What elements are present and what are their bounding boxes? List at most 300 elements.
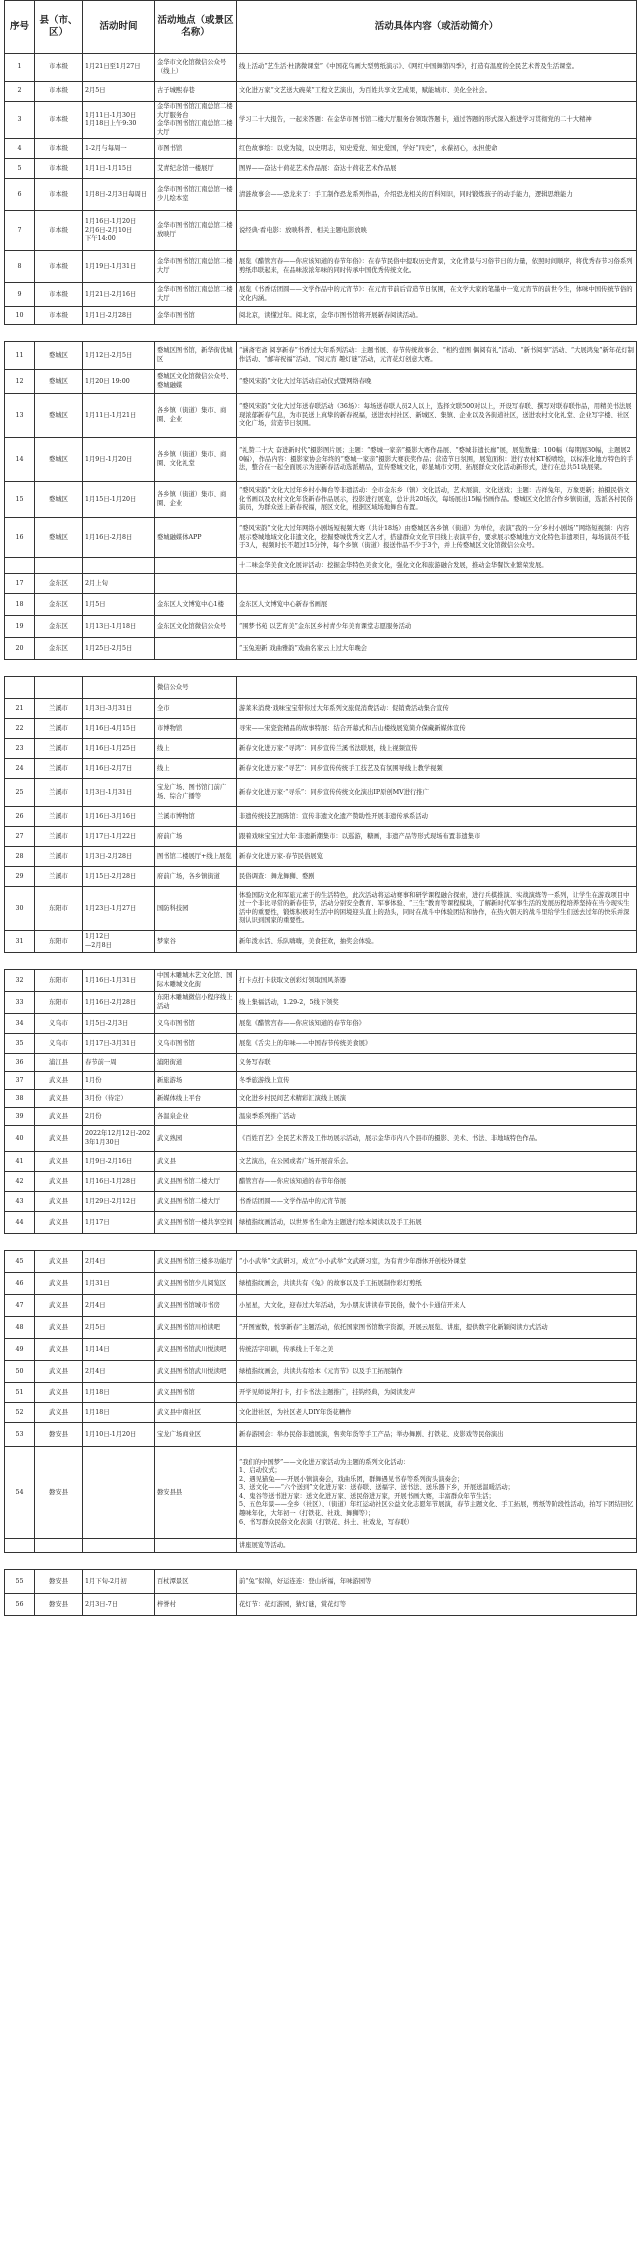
cell-time: 2月4日 [83, 1361, 155, 1383]
table-header-row [5, 1, 637, 54]
cell-content: 学习二十大报告，一起来答题：在金华市图书馆二楼大厅服务台领取答题卡，通过答题的形式深入推进学习贯彻党的二十大精神 [237, 102, 637, 139]
cell-time: 1月10日-1月20日 [83, 1423, 155, 1447]
cell-content: 新春文化进万家-春节民俗展览 [237, 847, 637, 867]
cell-content: 醋管宫春——你应该知道的春节年俗展 [237, 1172, 637, 1192]
cell-place: 东阳木雕城微信小程序线上活动 [155, 992, 237, 1014]
cell-county: 武义县 [35, 1172, 83, 1192]
table-row [5, 867, 637, 887]
cell-content: 非遗传统技艺展陈馆：宣传非遗文化遗产赞助性开展非遗传承系活动 [237, 807, 637, 827]
cell-county: 市本级 [35, 54, 83, 82]
cell-time [83, 677, 155, 699]
table-row [5, 159, 637, 179]
cell-no: 5 [5, 159, 35, 179]
cell-content: 体验国防文化和军旅元素于的生活特色，此次活动将运动赛事和研学课程融合探索，进行兵棋推演、实战演练等一系列，让学生在游戏项目中过一个非比寻常的新春佳节，活动分别安全教育、军事体验、“三生”教育等课程模块，了解新时代军事生活的发展历程培养坚持在当今现实生活中的重要性，锻炼积极对生活中的困境迎头直上的劲头，同时在战斗中体验团结和协作，在热火朝天的战斗里给学生们送去过年的快乐并深刻认识到国家的重要性。 [237, 887, 637, 931]
cell-county: 金东区 [35, 638, 83, 660]
cell-county: 武义县 [35, 1126, 83, 1152]
cell-no: 2 [5, 82, 35, 102]
table-row [5, 82, 637, 102]
cell-time: 1月11日-1月30日 1月18日上午9:30 [83, 102, 155, 139]
cell-no: 37 [5, 1072, 35, 1090]
cell-no: 24 [5, 759, 35, 779]
table-row [5, 1172, 637, 1192]
table-row [5, 638, 637, 660]
cell-content: 红色故事绘：以党为镜，以史明志，知史爱党、知史爱国，学好“四史”，永葆初心，永担使命 [237, 139, 637, 159]
cell-no: 53 [5, 1423, 35, 1447]
cell-no: 32 [5, 970, 35, 992]
table-row [5, 847, 637, 867]
cell-content [237, 677, 637, 699]
cell-place: 各乡镇（街道）集市、商圈、文化礼堂 [155, 438, 237, 482]
cell-place: 金华市图书馆江南总馆二楼大厅 [155, 283, 237, 307]
cell-content: 花灯节：花灯游园，猜灯谜，赏花灯等 [237, 1594, 637, 1616]
table-row [5, 759, 637, 779]
cell-time: 1月1日-2月28日 [83, 307, 155, 325]
cell-time: 1月16日-4月15日 [83, 719, 155, 739]
cell-time: 1月5日 [83, 594, 155, 616]
cell-no: 23 [5, 739, 35, 759]
cell-no: 22 [5, 719, 35, 739]
cell-time: 1月16日-3月16日 [83, 807, 155, 827]
table-row [5, 394, 637, 438]
cell-content: 绿植指纹画会，共读共有《兔》的故事以及手工拓展制作彩灯剪纸 [237, 1273, 637, 1295]
cell-content: 寻宋——宋瓷瓷精品的故事特展：结合开幕式和吉山楼线展览简介保藏新媒体宣传 [237, 719, 637, 739]
cell-time: 2月4日 [83, 1251, 155, 1273]
cell-place: 武义县图书馆武川悦读吧 [155, 1339, 237, 1361]
cell-time: 2022年12月12日-2023年1月30日 [83, 1126, 155, 1152]
cell-county: 婺城区 [35, 370, 83, 394]
cell-time: 1月16日-1月25日 [83, 739, 155, 759]
cell-content: 温泉季系列推广活动 [237, 1108, 637, 1126]
header-content: 活动具体内容（或活动简介） [237, 1, 637, 54]
cell-content: 文艺演出，在公园或者广场开展音乐会。 [237, 1152, 637, 1172]
cell-time: 1月18日 [83, 1403, 155, 1423]
cell-place: 梦家谷 [155, 931, 237, 953]
cell-content: 游莱米消费·戏味宝宝带你过大年系列文旅促消费活动：促销费活动集合宣传 [237, 699, 637, 719]
cell-no: 41 [5, 1152, 35, 1172]
table-row [5, 1072, 637, 1090]
cell-place: 古子城熙春巷 [155, 82, 237, 102]
cell-time: 1月15日-2月28日 [83, 867, 155, 887]
cell-no: 18 [5, 594, 35, 616]
cell-place: 武义县图书馆武川悦读吧 [155, 1361, 237, 1383]
cell-county: 武义县 [35, 1295, 83, 1317]
cell-time: 2月5日 [83, 1317, 155, 1339]
table-row [5, 1339, 637, 1361]
cell-time: 1月13日-1月18日 [83, 616, 155, 638]
table-row [5, 616, 637, 638]
cell-county: 兰溪市 [35, 739, 83, 759]
cell-time: 1月3日-3月31日 [83, 699, 155, 719]
cell-county: 市本级 [35, 139, 83, 159]
cell-county: 磐安县 [35, 1594, 83, 1616]
cell-county: 武义县 [35, 1152, 83, 1172]
cell-no: 12 [5, 370, 35, 394]
cell-no: 26 [5, 807, 35, 827]
cell-time: 1月16日-1月31日 [83, 970, 155, 992]
cell-county: 磐安县 [35, 1447, 83, 1539]
cell-county: 磐安县 [35, 1570, 83, 1594]
cell-time: 1月21日至1月27日 [83, 54, 155, 82]
cell-time: 1月16日-2月7日 [83, 759, 155, 779]
cell-time: 2月4日 [83, 1295, 155, 1317]
cell-no: 44 [5, 1212, 35, 1234]
cell-place [155, 574, 237, 594]
cell-no: 51 [5, 1383, 35, 1403]
cell-content: “小小武举”文武研习，成立“小小武举”文武研习室，为有青少年群体开创校外课堂 [237, 1251, 637, 1273]
cell-content: 文化进万家“文艺送大碗菜”工程文艺演出，为百姓共享文艺成果，赋能城市、美化全社会。 [237, 82, 637, 102]
cell-county: 市本级 [35, 283, 83, 307]
cell-place: 武义县图书馆少儿阅览区 [155, 1273, 237, 1295]
cell-place: 线上 [155, 759, 237, 779]
cell-county: 武义县 [35, 1251, 83, 1273]
cell-county: 武义县 [35, 1108, 83, 1126]
cell-county: 兰溪市 [35, 779, 83, 807]
cell-county: 东阳市 [35, 931, 83, 953]
cell-time: 1月23日-1月27日 [83, 887, 155, 931]
cell-no: 45 [5, 1251, 35, 1273]
cell-time: 1月9日-1月20日 [83, 438, 155, 482]
cell-content: 冬季旅游线上宣传 [237, 1072, 637, 1090]
cell-time: 1月18日 [83, 1383, 155, 1403]
cell-no: 38 [5, 1090, 35, 1108]
cell-county: 东阳市 [35, 970, 83, 992]
table-row [5, 779, 637, 807]
table-row [5, 307, 637, 325]
table-row [5, 807, 637, 827]
cell-content: 说经典·看电影：放映科普、相关主题电影放映 [237, 211, 637, 251]
table-row [5, 558, 637, 574]
cell-place: 金华市图书馆江南总馆二楼大厅服务台 金华市图书馆江南总馆二楼大厅 [155, 102, 237, 139]
cell-county: 东阳市 [35, 887, 83, 931]
table-row [5, 1034, 637, 1054]
cell-time: 春节前一周 [83, 1054, 155, 1072]
cell-content: “婺风宋韵”文化大过年送春联活动（36场）：每场送春联人员2人以上，选择文联500对以上，开设写春联、撰写对联春联作品，用精美书法展现浓郁新春气息，为市民送上真挚的新春祝福，送进农村社区、新城区、集镇、企业以及各街道社区，送进农村文化礼堂、企业写字楼、社区文化广场，营造节日氛围。 [237, 394, 637, 438]
cell-county: 武义县 [35, 1212, 83, 1234]
cell-no: 36 [5, 1054, 35, 1072]
table-row [5, 1317, 637, 1339]
header-time: 活动时间 [83, 1, 155, 54]
page-break-gap [5, 1234, 637, 1251]
cell-county: 武义县 [35, 1317, 83, 1339]
cell-no: 49 [5, 1339, 35, 1361]
table-row [5, 518, 637, 558]
cell-time: 1月17日-3月31日 [83, 1034, 155, 1054]
cell-time [83, 558, 155, 574]
cell-place: 磐安县县 [155, 1447, 237, 1539]
cell-county: 市本级 [35, 307, 83, 325]
cell-county: 金东区 [35, 616, 83, 638]
cell-time: 1月12日-2月5日 [83, 342, 155, 370]
cell-time: 1月份 [83, 1072, 155, 1090]
cell-content: “围梦书苑 以艺育美”金东区乡村青少年美育课堂志愿服务活动 [237, 616, 637, 638]
table-row [5, 179, 637, 211]
cell-no: 34 [5, 1014, 35, 1034]
cell-time: 1月21日-2月16日 [83, 283, 155, 307]
cell-time: 1月17日-1月22日 [83, 827, 155, 847]
cell-time: 1月15日-1月20日 [83, 482, 155, 518]
cell-no: 55 [5, 1570, 35, 1594]
cell-county: 金东区 [35, 594, 83, 616]
cell-content: 展览《书香话团圆——文学作品中的元宵节》：在元宵节前后营造节日氛围，在文学大家的笔墨中一览元宵节的前世今生，体味中国传统节俗的文化内涵。 [237, 283, 637, 307]
cell-time: 2月上旬 [83, 574, 155, 594]
cell-place: 国防科技园 [155, 887, 237, 931]
cell-content: “我们的中国梦”——文化进万家活动为主题的系列文化活动： 1、启动仪式； 2、遇见猫兔——开展小镇演奏会，戏曲乐团，群舞遇见书春等系列街头演奏会； 3、送文化——“六个送到”文化进万家：送春联、送福字、送书法、送乐器下乡，开展送温暖活动； 4、鬼谷等送书进万家：送文化进万家、送民俗进万家，开展书画大赛，丰富群众年节生活； 5、五色年景——全乡（社区）、（街道）年红运动社区公益文化志愿年节展演，春节主题文化、手工拓展，剪纸等阶段性活动，拍写下团结回忆趣味年化，大年初一（打铁花、社戏、舞狮等）； 6、书写群众民俗文化表演（打铁花、抖土、社戏龙，写春联） [237, 1447, 637, 1539]
table-row [5, 1014, 637, 1034]
table-row [5, 438, 637, 482]
table-row [5, 992, 637, 1014]
cell-no: 4 [5, 139, 35, 159]
table-row [5, 102, 637, 139]
cell-place: 浦阳街道 [155, 1054, 237, 1072]
cell-content: 绿植指纹画活动，以世界书生命为主题进行绘本阅读以及手工拓展 [237, 1212, 637, 1234]
cell-time: 1月12日 —2月8日 [83, 931, 155, 953]
table-row [5, 370, 637, 394]
cell-county: 金东区 [35, 574, 83, 594]
cell-content: 清涟故事会——恐龙来了：手工制作恐龙系列作品，介绍恐龙相关的百科知识，同时锻炼孩子的动手能力，逻辑思维能力 [237, 179, 637, 211]
cell-place: 金华市图书馆江南总馆一楼少儿绘本室 [155, 179, 237, 211]
cell-county: 市本级 [35, 179, 83, 211]
table-row [5, 1539, 637, 1553]
cell-content: 图界——奋达十荷花艺术作品展：奋达十荷花艺术作品展 [237, 159, 637, 179]
cell-no: 25 [5, 779, 35, 807]
cell-no: 27 [5, 827, 35, 847]
cell-no: 39 [5, 1108, 35, 1126]
cell-content: “婺风宋韵”文化大过年活动启动仪式暨网络春晚 [237, 370, 637, 394]
cell-content: 小星星，大文化，迎春过大年活动，为小朋友讲读春节民俗，做个小卡通信开来人 [237, 1295, 637, 1317]
cell-no: 28 [5, 847, 35, 867]
cell-place: 金东区文化馆微信公众号 [155, 616, 237, 638]
cell-place: 新旅游场 [155, 1072, 237, 1090]
activity-table [4, 0, 637, 1616]
cell-time: 1月31日 [83, 1273, 155, 1295]
cell-content: 绿植指纹画会，共读共有绘本《元宵节》以及手工拓展制作 [237, 1361, 637, 1383]
cell-time: 1月17日 [83, 1212, 155, 1234]
cell-county: 义乌市 [35, 1014, 83, 1034]
cell-county: 武义县 [35, 1273, 83, 1295]
cell-no: 14 [5, 438, 35, 482]
cell-content: 金东区人文博览中心新春书画展 [237, 594, 637, 616]
cell-time: 1月5日-2月3日 [83, 1014, 155, 1034]
cell-time: 1月8日-2月3日每周日 [83, 179, 155, 211]
cell-time: 1月16日-2月8日 [83, 518, 155, 558]
table-row [5, 1126, 637, 1152]
page-break-gap [5, 660, 637, 677]
cell-content: 文化进乡村民间艺术精彩汇演线上展演 [237, 1090, 637, 1108]
table-row [5, 1054, 637, 1072]
cell-place: 艾青纪念馆一楼展厅 [155, 159, 237, 179]
table-row [5, 1403, 637, 1423]
cell-content: 《百姓百艺》全民艺术普及工作坊展示活动，展示金华市内八个县市的摄影、美术、书法、非地域特色作品。 [237, 1126, 637, 1152]
cell-place: 婺城融媒体APP [155, 518, 237, 558]
cell-no: 29 [5, 867, 35, 887]
cell-time: 1月9日-2月16日 [83, 1152, 155, 1172]
cell-place: 市博物馆 [155, 719, 237, 739]
cell-no: 33 [5, 992, 35, 1014]
cell-place: 线上 [155, 739, 237, 759]
cell-place: 武义县图书馆二楼大厅 [155, 1192, 237, 1212]
cell-no: 7 [5, 211, 35, 251]
cell-county: 婺城区 [35, 438, 83, 482]
cell-no: 42 [5, 1172, 35, 1192]
cell-content: 十二味金华美食文化展评活动：挖掘金华特色美食文化，强化文化和旅游融合发展，推动金华餐饮业繁荣发展。 [237, 558, 637, 574]
cell-place [155, 1539, 237, 1553]
table-row [5, 827, 637, 847]
cell-content: 新春文化进万家·“寻鸿”：同步宣传兰溪书法联展，线上视频宣传 [237, 739, 637, 759]
cell-no: 6 [5, 179, 35, 211]
cell-time: 1月3日-1月31日 [83, 779, 155, 807]
cell-no: 3 [5, 102, 35, 139]
cell-no: 8 [5, 251, 35, 283]
table-row [5, 139, 637, 159]
cell-place: 新媒体线上平台 [155, 1090, 237, 1108]
table-row [5, 1192, 637, 1212]
table-row [5, 211, 637, 251]
table-row [5, 931, 637, 953]
cell-content: 打卡点打卡获取文创彩灯领取国风茶器 [237, 970, 637, 992]
cell-county: 婺城区 [35, 482, 83, 518]
cell-no: 19 [5, 616, 35, 638]
cell-county: 武义县 [35, 1383, 83, 1403]
cell-county: 义乌市 [35, 1034, 83, 1054]
cell-content: “开图蜜数，悦享新春”主题活动，依托国家图书馆数字资源，开展云展览、讲座，提供数字化新颖阅读方式活动 [237, 1317, 637, 1339]
cell-place [155, 638, 237, 660]
cell-content [237, 574, 637, 594]
cell-no: 15 [5, 482, 35, 518]
cell-county: 兰溪市 [35, 867, 83, 887]
cell-content: 文化进社区，为社区老人DIY年货花糟作 [237, 1403, 637, 1423]
cell-county: 市本级 [35, 211, 83, 251]
cell-no: 13 [5, 394, 35, 438]
cell-place: 各乡镇（街道）集市、商圈、企业 [155, 482, 237, 518]
cell-content: “婺风宋韵”文化大过年乡村小舞台等非遗活动：全市金东乡（镇）文化活动，艺术展演、文化送戏；主题：吉祥兔年，万象更新；拍摄民俗文化书画以及农村文化年货新春作品展示，投影进行展览，总计共20场次，每场展出15幅书画作品。婺城区文化馆合作乡镇街道，选派各村民俗演员，为群众送上新春祝福，展区文化，根据区域场地舞台布置。 [237, 482, 637, 518]
cell-county: 磐安县 [35, 1423, 83, 1447]
cell-content: 展览《醋管宫春——你应该知道的春节年俗》：在春节民俗中提取历史背景，文化背景与习俗节日的力量，依照时间顺序，将优秀春节习俗系列剪纸串联起来，在品味浓浓年味的同时传承中国优秀传统文化。 [237, 251, 637, 283]
table-row [5, 594, 637, 616]
cell-place: 武义县图书馆三楼多功能厅 [155, 1251, 237, 1273]
cell-content: “婺风宋韵”文化大过年网络小剧场短视频大赛（共计18场）由婺城区各乡镇（街道）为单位，表演“我的一分‘乡村小剧场’”网络短视频：内容展示婺城地域文化非遗文化，挖掘婺城优秀文艺人才，搭建群众文化节目线上表演平台，要求展示婺城地方文化特色非遗项目，每场演员不低于3人，视频时长不超过15分钟，每个乡镇（街道）报送作品不少于3个，并上传婺城区文化馆微信公众号。 [237, 518, 637, 558]
page-break-gap [5, 325, 637, 342]
cell-time: 1月20日 19:00 [83, 370, 155, 394]
cell-county: 市本级 [35, 159, 83, 179]
cell-place: 武义县图书馆 [155, 1383, 237, 1403]
cell-place: 宝龙广场、图书馆门前广场、综合广播等 [155, 779, 237, 807]
cell-county: 东阳市 [35, 992, 83, 1014]
cell-place: 武义县 [155, 1152, 237, 1172]
table-row [5, 719, 637, 739]
cell-content: “玉兔迎新 戏曲雅韵”戏曲名家云上过大年晚会 [237, 638, 637, 660]
cell-content: 新年泼水活、乐队嗨嗨，美食狂欢，抽奖会体验。 [237, 931, 637, 953]
cell-place: 婺城区图书馆，新华街优城区 [155, 342, 237, 370]
cell-place: 金华市图书馆江南总馆二楼大厅 [155, 251, 237, 283]
cell-time: 1月19日-1月31日 [83, 251, 155, 283]
cell-county: 婺城区 [35, 394, 83, 438]
header-place: 活动地点（或景区名称） [155, 1, 237, 54]
cell-county: 兰溪市 [35, 699, 83, 719]
table-row [5, 1295, 637, 1317]
cell-county [35, 677, 83, 699]
cell-county: 市本级 [35, 251, 83, 283]
cell-no: 10 [5, 307, 35, 325]
cell-no: 9 [5, 283, 35, 307]
table-row [5, 970, 637, 992]
cell-time: 1月11日-1月21日 [83, 394, 155, 438]
cell-time: 1月16日-1月28日 [83, 1172, 155, 1192]
cell-time: 1月3日-2月28日 [83, 847, 155, 867]
cell-place [155, 558, 237, 574]
cell-time: 1-2月与每周一 [83, 139, 155, 159]
cell-content: 开学见师说拜打卡，打卡书法主题推广，挂钩经典，为阅读发声 [237, 1383, 637, 1403]
cell-time: 1月1日-1月15日 [83, 159, 155, 179]
cell-no: 21 [5, 699, 35, 719]
table-row [5, 1361, 637, 1383]
page-break-gap [5, 1553, 637, 1570]
cell-county: 婺城区 [35, 518, 83, 558]
cell-place: 府前广场，各乡镇街道 [155, 867, 237, 887]
cell-county: 兰溪市 [35, 827, 83, 847]
table-row [5, 1594, 637, 1616]
cell-place: 义乌市图书馆 [155, 1034, 237, 1054]
cell-time: 2月3日-7日 [83, 1594, 155, 1616]
cell-time: 3月份（待定） [83, 1090, 155, 1108]
cell-no [5, 1539, 35, 1553]
table-row [5, 342, 637, 370]
cell-time [83, 1447, 155, 1539]
table-row [5, 574, 637, 594]
cell-no: 40 [5, 1126, 35, 1152]
cell-place: 金华市文化馆微信公众号（线上） [155, 54, 237, 82]
table-row [5, 1423, 637, 1447]
cell-place: 武义熟园 [155, 1126, 237, 1152]
cell-content: 新春文化进万家·“寻乐”：同步宣传传统文化演出IP原创MV进行推广 [237, 779, 637, 807]
cell-time [83, 1539, 155, 1553]
cell-no: 20 [5, 638, 35, 660]
header-no: 序号 [5, 1, 35, 54]
cell-content: 跟着戏味宝宝过大年·非遗新潮集市：以巡游，糖画，非遗产品等形式现场布置非遗集市 [237, 827, 637, 847]
table-row [5, 1090, 637, 1108]
cell-place: 武义县图书馆一楼共享空间 [155, 1212, 237, 1234]
header-county: 县（市、区） [35, 1, 83, 54]
cell-content: 新春游园会：举办民俗非遗展演，售卖年货等手工产品；举办舞剧、打铁花、皮影戏等民俗演出 [237, 1423, 637, 1447]
cell-county [35, 1539, 83, 1553]
cell-content: 新春文化进万家·“寻艺”：同步宣传传统手工技艺及有氛围导线上教学视频 [237, 759, 637, 779]
cell-no: 16 [5, 518, 35, 558]
cell-place: 府前广场 [155, 827, 237, 847]
cell-place: 中国木雕城木艺文化馆、国际木雕城文化街 [155, 970, 237, 992]
cell-no: 30 [5, 887, 35, 931]
table-body [5, 54, 637, 1616]
cell-place: 市图书馆 [155, 139, 237, 159]
cell-place: 兰溪市博物馆 [155, 807, 237, 827]
cell-place: 百杖潭景区 [155, 1570, 237, 1594]
cell-place: 义乌市图书馆 [155, 1014, 237, 1034]
table-row [5, 283, 637, 307]
cell-county: 武义县 [35, 1361, 83, 1383]
cell-content: 展览《醋管宫春——你应该知道的春节年俗》 [237, 1014, 637, 1034]
cell-place: 金华市图书馆 [155, 307, 237, 325]
cell-content: 传统活字印刷，传承线上千年之美 [237, 1339, 637, 1361]
cell-content: 民俗调查：舞龙舞狮、婺剧 [237, 867, 637, 887]
cell-place: 金华市图书馆江南总馆二楼放映厅 [155, 211, 237, 251]
cell-no: 11 [5, 342, 35, 370]
cell-county: 兰溪市 [35, 807, 83, 827]
table-row [5, 699, 637, 719]
table-row [5, 1570, 637, 1594]
cell-time: 2月5日 [83, 82, 155, 102]
cell-content: “涵斋宅斋 阅享新春”书香过大年系列活动：主题书展、春节传统故事会、“相约壹图 偶阅有礼”活动、“新书阅享”活动、“大展鸿兔”新年花灯制作活动、“邮寄祝福”活动、“阅元宵 趣灯谜”活动，元宵花灯创意大赛。 [237, 342, 637, 370]
cell-county: 市本级 [35, 102, 83, 139]
cell-no: 43 [5, 1192, 35, 1212]
cell-county: 市本级 [35, 82, 83, 102]
